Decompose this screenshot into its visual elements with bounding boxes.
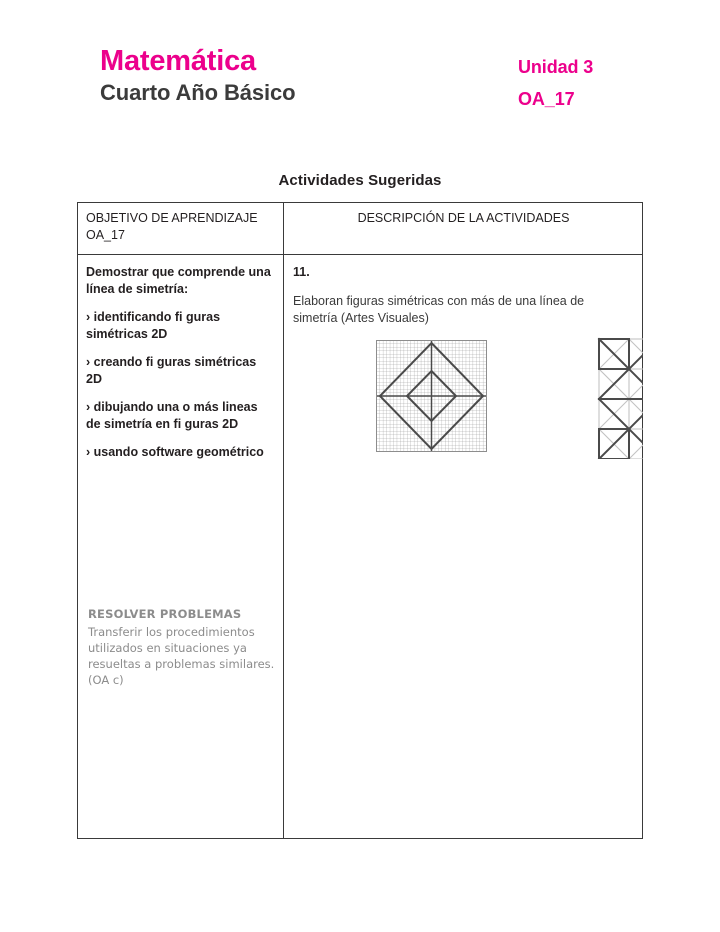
- callout-body: Transferir los procedimientos utilizados en situaciones ya resueltas a problemas similares. (OA c): [88, 625, 275, 687]
- objective-cell: [78, 255, 283, 839]
- oa-code-label: OA_17: [518, 89, 575, 109]
- resolver-problemas-callout: [88, 606, 278, 688]
- activities-table: [77, 202, 643, 839]
- table-header-row: [78, 203, 642, 255]
- title-block: [100, 44, 296, 106]
- table-body-row: [78, 255, 642, 839]
- header-column-divider: [283, 203, 284, 254]
- column-header-description: DESCRIPCIÓN DE LA ACTIVIDADES: [357, 211, 570, 225]
- activity-number: 11.: [293, 265, 310, 279]
- callout-title: RESOLVER PROBLEMAS: [88, 607, 242, 621]
- objective-bullet-3: › dibujando una o más lineas de simetría en fi guras 2D: [86, 400, 258, 431]
- section-heading: Actividades Sugeridas: [278, 172, 442, 189]
- objective-bullet-4: › usando software geométrico: [86, 445, 264, 459]
- column-header-objective: OBJETIVO DE APRENDIZAJE OA_17: [86, 211, 258, 242]
- activity-description: Elaboran figuras simétricas con más de una línea de simetría (Artes Visuales): [293, 294, 585, 325]
- unit-label: Unidad 3: [518, 57, 594, 77]
- objective-bullet-1: › identificando fi guras simétricas 2D: [86, 310, 221, 341]
- page-subtitle: Cuarto Año Básico: [100, 80, 296, 105]
- page-header: [0, 0, 720, 140]
- activity-figures: [284, 340, 643, 470]
- figure-quilt-square-diagonals: [597, 333, 643, 459]
- description-cell: [284, 255, 643, 839]
- objective-intro: Demostrar que comprende una línea de simetría:: [86, 265, 271, 296]
- unit-block: [518, 55, 593, 111]
- figure-nested-diamonds-on-grid: [376, 340, 487, 452]
- objective-bullet-2: › creando fi guras simétricas 2D: [86, 355, 257, 386]
- page-title: Matemática: [100, 45, 256, 77]
